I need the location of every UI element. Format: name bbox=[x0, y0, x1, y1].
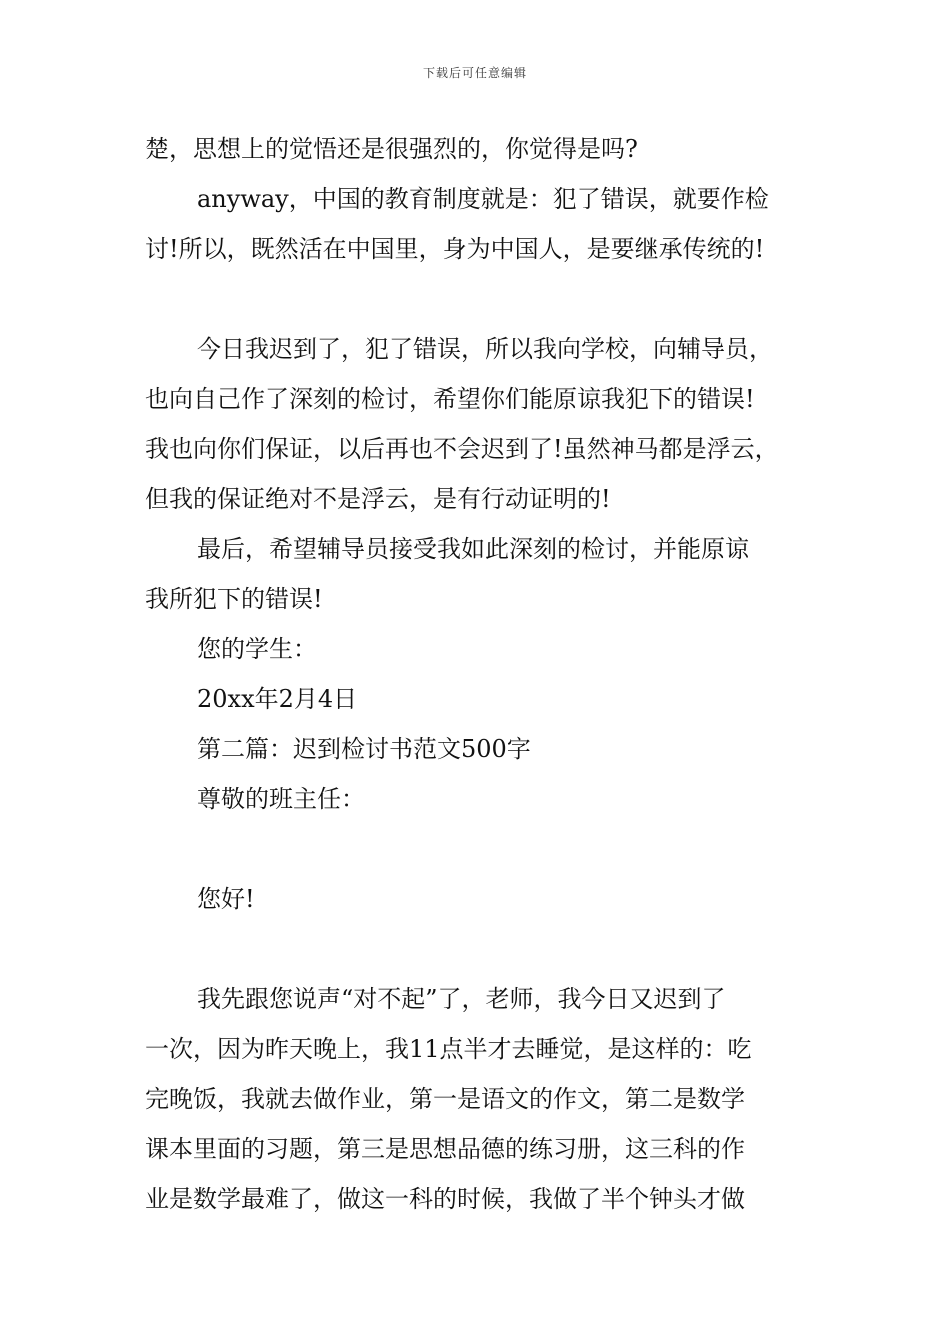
greeting-line: 您好! bbox=[197, 885, 255, 913]
paragraph-line: 我也向你们保证，以后再也不会迟到了!虽然神马都是浮云， bbox=[145, 435, 779, 463]
paragraph-line: 我先跟您说声“对不起”了，老师，我今日又迟到了 bbox=[197, 985, 726, 1013]
paragraph-line: 我所犯下的错误! bbox=[145, 585, 323, 613]
paragraph-line: 一次，因为昨天晚上，我11点半才去睡觉，是这样的：吃 bbox=[145, 1035, 752, 1063]
blank-line bbox=[145, 274, 810, 324]
section-title: 第二篇：迟到检讨书范文500字 bbox=[197, 735, 531, 763]
paragraph-line: 但我的保证绝对不是浮云，是有行动证明的! bbox=[145, 485, 611, 513]
paragraph-line: 讨!所以，既然活在中国里，身为中国人，是要继承传统的! bbox=[145, 235, 765, 263]
paragraph-line: 完晚饭，我就去做作业，第一是语文的作文，第二是数学 bbox=[145, 1085, 745, 1113]
document-body bbox=[145, 124, 810, 1224]
page-header: 下载后可任意编辑 bbox=[422, 66, 527, 80]
salutation-line: 尊敬的班主任： bbox=[197, 785, 365, 813]
paragraph-line: 楚，思想上的觉悟还是很强烈的，你觉得是吗? bbox=[145, 135, 638, 163]
blank-line bbox=[145, 924, 810, 974]
paragraph-line: anyway，中国的教育制度就是：犯了错误，就要作检 bbox=[197, 185, 769, 213]
paragraph-line: 业是数学最难了，做这一科的时候，我做了半个钟头才做 bbox=[145, 1185, 745, 1213]
signature-line: 您的学生： bbox=[197, 635, 317, 663]
date-line: 20xx年2月4日 bbox=[197, 685, 358, 713]
paragraph-line: 今日我迟到了，犯了错误，所以我向学校，向辅导员， bbox=[197, 335, 773, 363]
paragraph-line: 也向自己作了深刻的检讨，希望你们能原谅我犯下的错误! bbox=[145, 385, 755, 413]
paragraph-line: 课本里面的习题，第三是思想品德的练习册，这三科的作 bbox=[145, 1135, 745, 1163]
blank-line bbox=[145, 824, 810, 874]
paragraph-line: 最后，希望辅导员接受我如此深刻的检讨，并能原谅 bbox=[197, 535, 749, 563]
